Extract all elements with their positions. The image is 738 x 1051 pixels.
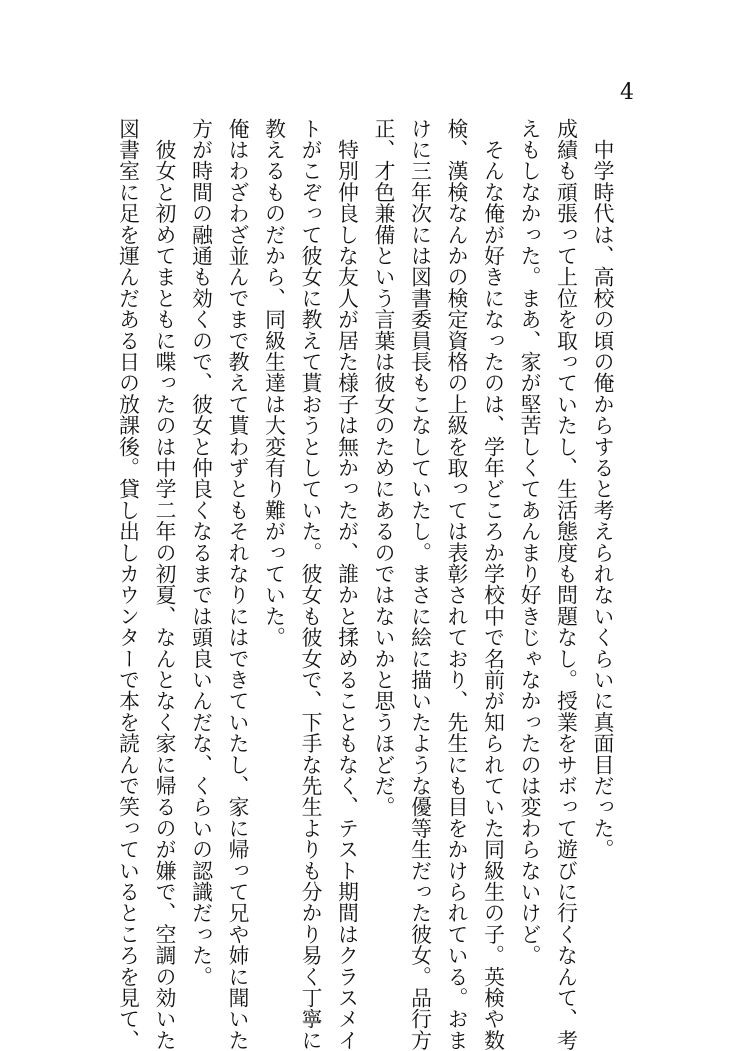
text-line: 検、漢検なんかの検定資格の上級を取っては表彰されており、先生にも目をかけられている。おま <box>444 118 468 1051</box>
body-text <box>115 118 620 1051</box>
text-line: 教えるものだから、同級生達は大変有り難がっていた。 <box>261 118 286 648</box>
text-line: 方が時間の融通も効くので、彼女と仲良くなるまでは頭良いんだな、くらいの認識だった。 <box>188 118 213 988</box>
text-line: トがこぞって彼女に教えて貰おうとしていた。彼女も彼女で、下手な先生よりも分かり易く丁寧に <box>298 118 322 1051</box>
text-line: 中学時代は、高校の頃の俺からすると考えられないくらいに真面目だった。 <box>590 118 614 860</box>
text-line: そんな俺が好きになったのは、学年どころか学校中で名前が知られていた同級生の子。英検や数 <box>480 118 505 1051</box>
text-line: 特別仲良しな友人が居た様子は無かったが、誰かと揉めることもなく、テスト期間はクラスメイ <box>334 118 359 1051</box>
text-line: 図書室に足を運んだある日の放課後。貸し出しカウンターで本を読んで笑っているところを見て、 <box>115 118 140 1051</box>
text-line: 俺はわざわざ並んでまで教えて貰わずともそれなりにはできていたし、家に帰って兄や姉に聞いた <box>225 118 249 1051</box>
text-line: 成績も頑張って上位を取っていたし、生活態度も問題なし。授業をサボって遊びに行くなんて、考 <box>553 118 578 1051</box>
text-line: 彼女と初めてまともに喋ったのは中学二年の初夏、なんとなく家に帰るのが嫌で、空調の効いた <box>152 118 176 1051</box>
text-line: えもしなかった。まあ、家が堅苦しくてあんまり好きじゃなかったのは変わらないけど。 <box>517 118 541 966</box>
page-number: 4 <box>620 80 634 105</box>
text-line: 正、才色兼備という言葉は彼女のためにあるのではないかと思うほどだ。 <box>371 118 395 818</box>
text-line: けに三年次には図書委員長もこなしていたし。まさに絵に描いたような優等生だった彼女。品行方 <box>407 118 432 1051</box>
